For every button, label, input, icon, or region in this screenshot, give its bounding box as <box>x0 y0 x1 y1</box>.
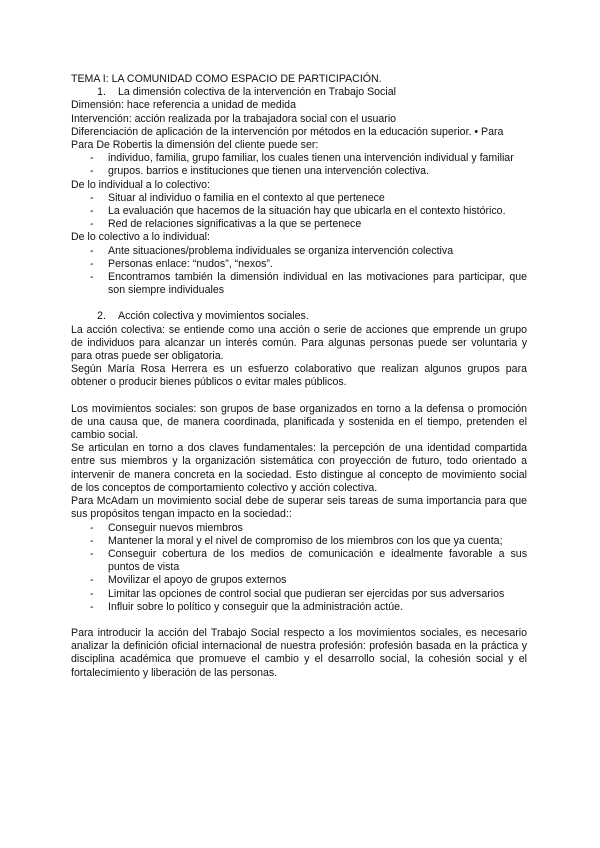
subheading: De lo individual a lo colectivo: <box>71 178 210 191</box>
list-item <box>71 271 527 297</box>
list-item-text: Red de relaciones significativas a la que se pertenece <box>108 218 362 231</box>
mcadam-tasks-list <box>71 522 527 614</box>
dash-bullet: - <box>90 244 94 257</box>
list-item-text: Situar al individuo o familia en el contexto al que pertenece <box>108 191 385 204</box>
list-item <box>71 535 527 548</box>
dash-bullet: - <box>90 547 94 560</box>
paragraph: Dimensión: hace referencia a unidad de medida <box>71 99 296 112</box>
paragraph: La acción colectiva: se entiende como una acción o serie de acciones que emprende un grupo de individuos para alcanzar un interés común. Para algunas personas puede ser voluntaria y para otras puede ser obligatoria. <box>71 323 527 363</box>
list-item-text: individuo, familia, grupo familiar, los cuales tienen una intervención individual y familiar <box>108 152 514 165</box>
list-item <box>71 205 527 218</box>
list-item <box>71 165 527 178</box>
paragraph: Según María Rosa Herrera es un esfuerzo colaborativo que realizan algunos grupos para obtener o producir bienes públicos o evitar males públicos. <box>71 363 527 389</box>
dash-bullet: - <box>90 165 94 178</box>
list-item-text: Personas enlace: “nudos”, “nexos”. <box>108 257 273 270</box>
section-2-heading <box>71 310 527 323</box>
list-item-text: Mantener la moral y el nivel de compromiso de los miembros con los que ya cuenta; <box>108 534 503 547</box>
list-item <box>71 245 527 258</box>
document-body <box>71 73 527 680</box>
collective-to-individual-list <box>71 245 527 298</box>
spacer <box>71 390 527 403</box>
paragraph: Para McAdam un movimiento social debe de superar seis tareas de suma importancia para que sus propósitos tengan impacto en la sociedad:: <box>71 495 527 521</box>
paragraph: Intervención: acción realizada por la trabajadora social con el usuario <box>71 112 397 125</box>
list-item <box>71 548 527 574</box>
spacer <box>71 614 527 627</box>
list-item <box>71 218 527 231</box>
section-heading-text: La dimensión colectiva de la intervención en Trabajo Social <box>118 86 396 99</box>
list-item-text: grupos. barrios e instituciones que tienen una intervención colectiva. <box>108 165 429 178</box>
dash-bullet: - <box>90 191 94 204</box>
dimension-list <box>71 152 527 178</box>
dash-bullet: - <box>90 218 94 231</box>
dash-bullet: - <box>90 257 94 270</box>
section-1-heading <box>71 86 527 99</box>
dash-bullet: - <box>90 271 94 284</box>
individual-to-collective-list <box>71 192 527 232</box>
paragraph: Se articulan en torno a dos claves fundamentales: la percepción de una identidad compartida entre sus miembros y la organización sistemática con proyección de futuro, todo orientado a intervenir de manera concreta en la sociedad. Esto distingue al concepto de movimiento social de los conceptos de comportamiento colectivo y acción colectiva. <box>71 442 527 494</box>
paragraph: Para introducir la acción del Trabajo Social respecto a los movimientos sociales, es necesario analizar la definición oficial internacional de nuestra profesión: profesión basada en la práctica y disciplina académica que promueve el cambio y el desarrollo social, la cohesión social y el fortalecimiento y liberación de las personas. <box>71 626 527 679</box>
paragraph: Diferenciación de aplicación de la intervención por métodos en la educación superior. • Para Para De Robertis la dimensión del cliente puede ser: <box>71 125 504 152</box>
list-item-text: Conseguir nuevos miembros <box>108 521 243 534</box>
section-heading-text: Acción colectiva y movimientos sociales. <box>118 310 309 323</box>
list-item <box>71 574 527 587</box>
list-item-text: Limitar las opciones de control social que pudieran ser ejercidas por sus adversarios <box>108 587 505 600</box>
dash-bullet: - <box>90 521 94 534</box>
dash-bullet: - <box>90 534 94 547</box>
list-item-text: Conseguir cobertura de los medios de comunicación e idealmente favorable a sus puntos de vista <box>108 547 527 574</box>
list-item-text: Movilizar el apoyo de grupos externos <box>108 574 287 587</box>
paragraph: Los movimientos sociales: son grupos de base organizados en torno a la defensa o promoción de una causa que, de manera coordinada, planificada y sostenida en el tiempo, pretenden el cambio social. <box>71 402 527 442</box>
list-item-text: Influir sobre lo político y conseguir que la administración actúe. <box>108 600 404 613</box>
list-item-text: Ante situaciones/problema individuales se organiza intervención colectiva <box>108 244 454 257</box>
list-item <box>71 601 527 614</box>
page-title: TEMA I: LA COMUNIDAD COMO ESPACIO DE PARTICIPACIÓN. <box>71 73 382 85</box>
section-number: 2. <box>97 310 106 323</box>
dash-bullet: - <box>90 600 94 613</box>
dash-bullet: - <box>90 574 94 587</box>
dash-bullet: - <box>90 587 94 600</box>
list-item-text: Encontramos también la dimensión individual en las motivaciones para participar, que son siempre individuales <box>108 271 527 297</box>
subheading: De lo colectivo a lo individual: <box>71 231 210 244</box>
list-item <box>71 588 527 601</box>
list-item <box>71 522 527 535</box>
list-item <box>71 192 527 205</box>
section-number: 1. <box>97 86 106 99</box>
dash-bullet: - <box>90 205 94 218</box>
list-item <box>71 152 527 165</box>
dash-bullet: - <box>90 152 94 165</box>
spacer <box>71 297 527 310</box>
list-item-text: La evaluación que hacemos de la situación hay que ubicarla en el contexto histórico. <box>108 205 506 218</box>
list-item <box>71 258 527 271</box>
